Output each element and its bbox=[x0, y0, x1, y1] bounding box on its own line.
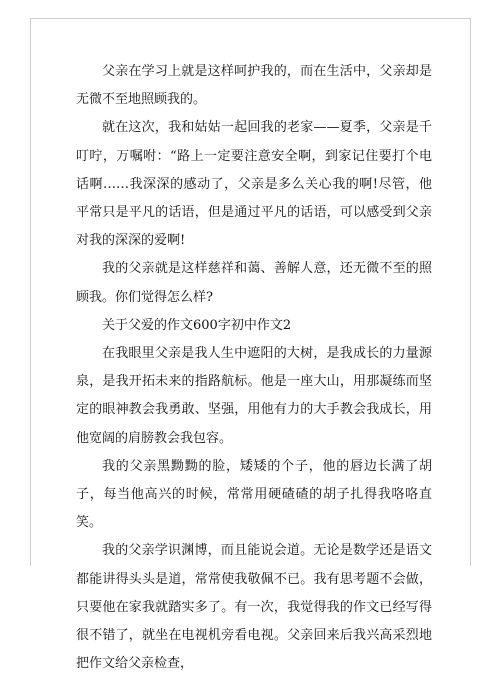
page-border-right bbox=[470, 18, 471, 566]
document-body bbox=[76, 58, 432, 678]
page-border-top bbox=[30, 18, 470, 19]
paragraph: 父亲在学习上就是这样呵护我的，而在生活中，父亲却是无微不至地照顾我的。 bbox=[76, 64, 432, 108]
page-border-left bbox=[30, 18, 31, 566]
paragraph: 我的父亲学识渊博，而且能说会道。无论是数学还是语文都能讲得头头是道，常常使我敬佩不已。我有思考题不会做，只要他在家我就踏实多了。有一次，我觉得我的作文已经写得很不错了，就坐在电视机旁看电视。父亲回来后我兴高采烈地把作文给父亲检查， bbox=[76, 543, 432, 672]
paragraph: 就在这次，我和姑姑一起回我的老家——夏季，父亲是千叮咛，万嘱咐：“路上一定要注意安全啊，到家记住要打个电话啊……我深深的感动了，父亲是多么关心我的啊!尽管，他平常只是平凡的话语，但是通过平凡的话语，可以感受到父亲对我的深深的爱啊! bbox=[76, 120, 432, 249]
paragraph: 我的父亲黑黝黝的脸，矮矮的个子，他的唇边长满了胡子，每当他高兴的时候，常常用硬碴碴的胡子扎得我咯咯直笑。 bbox=[76, 458, 432, 531]
paragraph: 在我眼里父亲是我人生中遮阳的大树，是我成长的力量源泉，是我开拓未来的指路航标。他是一座大山，用那凝练而坚定的眼神教会我勇敢、坚强，用他有力的大手教会我成长，用他宽阔的肩膀教会我包容。 bbox=[76, 346, 432, 446]
paragraph: 我的父亲就是这样慈祥和蔼、善解人意，还无微不至的照顾我。你们觉得怎么样? bbox=[76, 261, 432, 305]
section-subtitle: 关于父爱的作文600字初中作文2 bbox=[102, 317, 292, 333]
